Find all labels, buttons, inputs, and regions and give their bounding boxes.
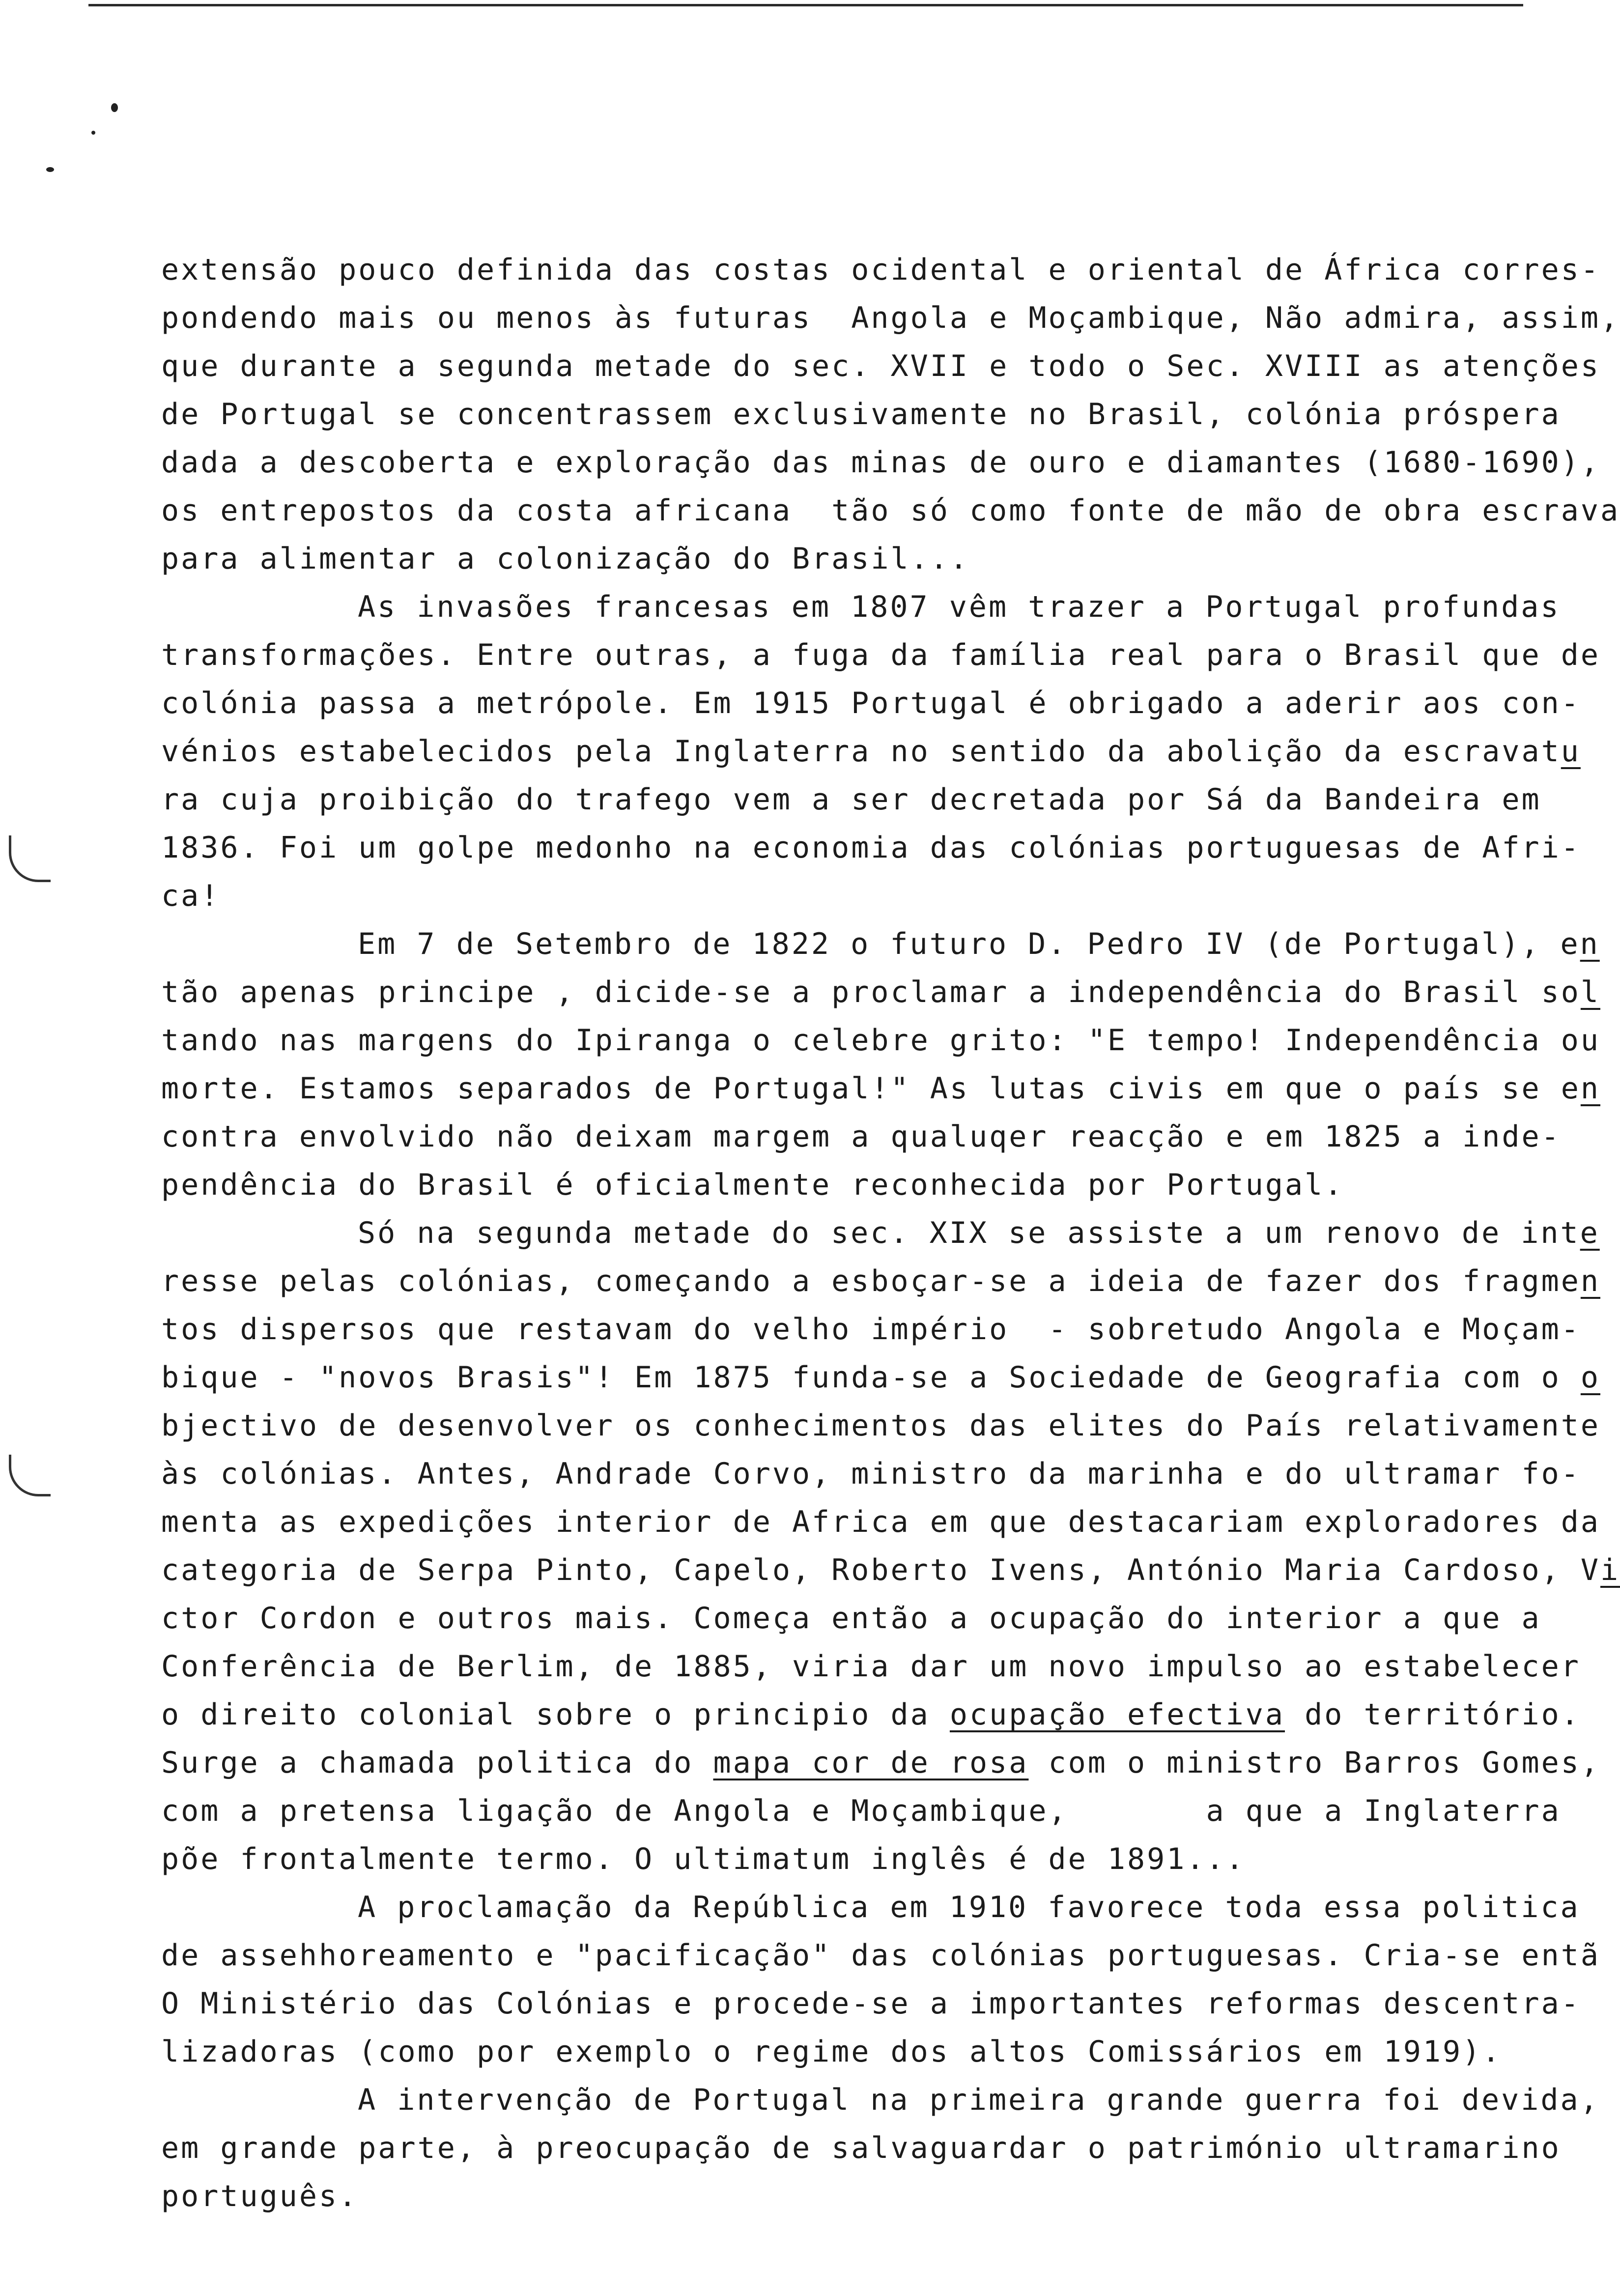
text-line — [161, 2076, 1611, 2124]
text-line — [161, 1691, 1611, 1739]
text-segment: do território. — [1285, 1697, 1581, 1732]
text-segment: O Ministério das Colónias e procede-se a importantes reformas descentra- — [161, 1986, 1581, 2021]
text-segment: às colónias. Antes, Andrade Corvo, ministro da marinha e do ultramar fo- — [161, 1457, 1581, 1491]
text-line — [161, 1305, 1611, 1353]
text-line — [161, 1498, 1611, 1546]
text-segment: com a pretensa ligação de Angola e Moçambique, a que a Inglaterra — [161, 1794, 1561, 1828]
text-segment: Conferência de Berlim, de 1885, viria dar um novo impulso ao estabelecer — [161, 1649, 1581, 1684]
text-line — [161, 246, 1611, 294]
text-line — [161, 487, 1620, 535]
underlined-text: i — [1600, 1553, 1620, 1587]
text-segment: de assehhoreamento e "pacificação" das colónias portuguesas. Cria-se entã — [161, 1938, 1600, 1973]
text-line — [161, 2124, 1611, 2172]
text-segment: resse pelas colónias, começando a esboçar-se a ideia de fazer dos fragme — [161, 1264, 1581, 1298]
text-segment: põe frontalmente termo. O ultimatum inglês é de 1891... — [161, 1842, 1246, 1876]
text-line — [161, 1642, 1611, 1691]
text-segment: 1836. Foi um golpe medonho na economia das colónias portuguesas de Afri- — [161, 831, 1581, 865]
text-segment: vénios estabelecidos pela Inglaterra no sentido da abolição da escravat — [161, 734, 1561, 769]
margin-bracket — [9, 1455, 51, 1496]
text-line — [161, 679, 1611, 727]
text-line — [161, 1835, 1611, 1883]
text-segment: para alimentar a colonização do Brasil... — [161, 542, 970, 576]
text-line — [161, 438, 1611, 487]
text-line — [161, 583, 1611, 631]
text-line — [161, 727, 1611, 775]
underlined-text: n — [1580, 1071, 1600, 1106]
underlined-text: n — [1580, 927, 1600, 961]
text-line — [161, 1402, 1611, 1450]
text-segment: pondendo mais ou menos às futuras Angola e Moçambique, Não admira, assim, — [161, 301, 1620, 335]
scan-speck — [91, 131, 95, 135]
underlined-text: n — [1580, 1264, 1600, 1298]
text-segment: tando nas margens do Ipiranga o celebre grito: "E tempo! Independência ou — [161, 1023, 1600, 1058]
text-line — [161, 535, 1611, 583]
underlined-text: mapa cor de rosa — [713, 1746, 1029, 1780]
scan-speck — [46, 167, 54, 172]
text-segment: que durante a segunda metade do sec. XVII e todo o Sec. XVIII as atenções — [161, 349, 1600, 383]
text-segment: Em 7 de Setembro de 1822 o futuro D. Pedro IV (de Portugal), e — [358, 927, 1580, 961]
text-segment: morte. Estamos separados de Portugal!" As lutas civis em que o país se e — [161, 1071, 1581, 1106]
text-line — [161, 631, 1611, 679]
underlined-text: ocupação efectiva — [949, 1697, 1285, 1732]
text-line — [161, 824, 1611, 872]
text-line — [161, 1546, 1620, 1594]
text-segment: ra cuja proibição do trafego vem a ser decretada por Sá da Bandeira em — [161, 782, 1541, 817]
text-segment: bique - "novos Brasis"! Em 1875 funda-se a Sociedade de Geografia com o — [161, 1360, 1581, 1395]
text-segment: pendência do Brasil é oficialmente reconhecida por Portugal. — [161, 1168, 1344, 1202]
text-segment: ca! — [161, 879, 221, 913]
text-line — [161, 1016, 1611, 1064]
text-segment: A proclamação da República em 1910 favorece toda essa politica — [358, 1890, 1580, 1924]
text-segment: com o ministro Barros Gomes, — [1028, 1746, 1600, 1780]
text-line — [161, 390, 1611, 438]
underlined-text: l — [1580, 975, 1600, 1009]
text-segment: ctor Cordon e outros mais. Começa então a ocupação do interior a que a — [161, 1601, 1541, 1636]
text-line — [161, 1931, 1611, 1980]
text-segment: dada a descoberta e exploração das minas de ouro e diamantes (1680-1690), — [161, 445, 1600, 480]
scan-speck — [111, 103, 118, 112]
underlined-text: e — [1580, 1216, 1600, 1250]
text-segment: A intervenção de Portugal na primeira grande guerra foi devida, — [358, 2083, 1600, 2117]
text-segment: categoria de Serpa Pinto, Capelo, Roberto Ivens, António Maria Cardoso, V — [161, 1553, 1600, 1587]
text-segment: bjectivo de desenvolver os conhecimentos das elites do País relativamente — [161, 1408, 1600, 1443]
text-line — [161, 1064, 1611, 1113]
text-line — [161, 1353, 1611, 1402]
text-segment: tão apenas principe , dicide-se a proclamar a independência do Brasil so — [161, 975, 1581, 1009]
text-line — [161, 1450, 1611, 1498]
text-segment: os entrepostos da costa africana tão só como fonte de mão de obra escrava — [161, 493, 1620, 528]
text-segment: tos dispersos que restavam do velho império - sobretudo Angola e Moçam- — [161, 1312, 1581, 1347]
text-segment: As invasões francesas em 1807 vêm trazer a Portugal profundas — [358, 590, 1561, 624]
text-line — [161, 920, 1611, 968]
text-segment: em grande parte, à preocupação de salvaguardar o património ultramarino — [161, 2131, 1561, 2165]
text-line — [161, 294, 1620, 342]
text-line — [161, 1594, 1611, 1642]
top-rule — [88, 4, 1523, 6]
margin-bracket — [9, 835, 51, 882]
text-line — [161, 775, 1611, 824]
text-line — [161, 2028, 1611, 2076]
text-segment: contra envolvido não deixam margem a qualuqer reacção e em 1825 a inde- — [161, 1119, 1561, 1154]
text-line — [161, 1113, 1611, 1161]
text-segment: Só na segunda metade do sec. XIX se assiste a um renovo de int — [358, 1216, 1580, 1250]
text-segment: lizadoras (como por exemplo o regime dos altos Comissários em 1919). — [161, 2035, 1502, 2069]
underlined-text: u — [1561, 734, 1581, 769]
text-line — [161, 1883, 1611, 1931]
text-line — [161, 1980, 1611, 2028]
text-segment: Surge a chamada politica do — [161, 1746, 713, 1780]
text-line — [161, 968, 1611, 1016]
text-line — [161, 1739, 1611, 1787]
text-line — [161, 342, 1611, 390]
text-line — [161, 1209, 1611, 1257]
text-segment: o direito colonial sobre o principio da — [161, 1697, 950, 1732]
text-segment: de Portugal se concentrassem exclusivamente no Brasil, colónia próspera — [161, 397, 1561, 431]
text-line — [161, 872, 1611, 920]
text-segment: colónia passa a metrópole. Em 1915 Portugal é obrigado a aderir aos con- — [161, 686, 1581, 720]
text-line — [161, 1787, 1611, 1835]
text-segment: menta as expedições interior de Africa em que destacariam exploradores da — [161, 1505, 1600, 1539]
document-body — [161, 246, 1620, 2220]
text-segment: português. — [161, 2179, 359, 2213]
text-line — [161, 1161, 1611, 1209]
text-line — [161, 1257, 1611, 1305]
text-segment: extensão pouco definida das costas ocidental e oriental de África corres- — [161, 253, 1600, 287]
text-segment: transformações. Entre outras, a fuga da família real para o Brasil que de — [161, 638, 1600, 672]
underlined-text: o — [1580, 1360, 1600, 1395]
text-line — [161, 2172, 1611, 2220]
